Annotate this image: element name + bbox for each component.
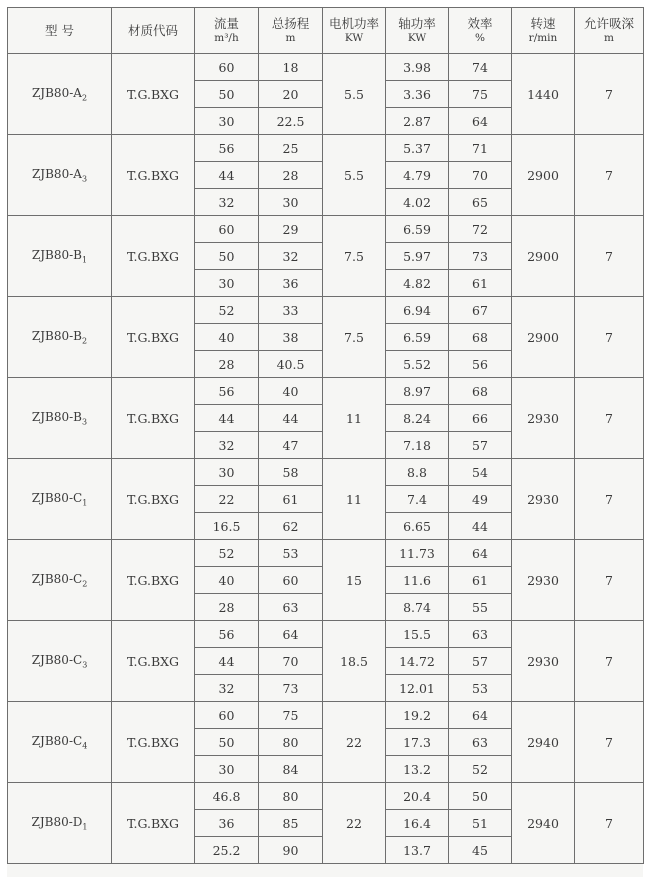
shaft-power-cell: 19.2 bbox=[386, 702, 449, 729]
efficiency-cell: 53 bbox=[449, 675, 512, 702]
speed-cell: 2930 bbox=[512, 540, 575, 621]
motor-power-cell: 5.5 bbox=[323, 54, 386, 135]
flow-cell: 30 bbox=[195, 108, 259, 135]
head-cell: 25 bbox=[259, 135, 323, 162]
suction-depth-cell: 7 bbox=[575, 621, 644, 702]
model-subscript: 2 bbox=[81, 93, 88, 103]
speed-cell: 2900 bbox=[512, 216, 575, 297]
shaft-power-cell: 13.2 bbox=[386, 756, 449, 783]
flow-cell: 28 bbox=[195, 594, 259, 621]
efficiency-cell: 72 bbox=[449, 216, 512, 243]
shaft-power-cell: 4.82 bbox=[386, 270, 449, 297]
model-cell bbox=[8, 135, 112, 216]
shaft-power-cell: 17.3 bbox=[386, 729, 449, 756]
motor-power-cell: 22 bbox=[323, 783, 386, 864]
head-cell: 75 bbox=[259, 702, 323, 729]
speed-cell: 2900 bbox=[512, 135, 575, 216]
header-model: 型 号 bbox=[8, 8, 112, 54]
flow-cell: 52 bbox=[195, 540, 259, 567]
model-subscript: 3 bbox=[81, 174, 88, 184]
efficiency-cell: 71 bbox=[449, 135, 512, 162]
shaft-power-cell: 3.98 bbox=[386, 54, 449, 81]
flow-cell: 60 bbox=[195, 54, 259, 81]
shaft-power-cell: 4.02 bbox=[386, 189, 449, 216]
model-cell bbox=[8, 783, 112, 864]
shaft-power-cell: 5.97 bbox=[386, 243, 449, 270]
flow-cell: 50 bbox=[195, 729, 259, 756]
efficiency-cell: 68 bbox=[449, 324, 512, 351]
efficiency-cell: 57 bbox=[449, 432, 512, 459]
efficiency-cell: 51 bbox=[449, 810, 512, 837]
speed-cell: 2900 bbox=[512, 297, 575, 378]
table-header bbox=[8, 8, 644, 54]
model-subscript: 3 bbox=[82, 660, 88, 670]
efficiency-cell: 55 bbox=[449, 594, 512, 621]
table-row bbox=[8, 378, 644, 405]
table-row bbox=[8, 297, 644, 324]
head-cell: 70 bbox=[259, 648, 323, 675]
motor-power-cell: 7.5 bbox=[323, 216, 386, 297]
header-shaft-power: 轴功率 KW bbox=[386, 8, 449, 54]
head-cell: 73 bbox=[259, 675, 323, 702]
head-cell: 80 bbox=[259, 729, 323, 756]
efficiency-cell: 66 bbox=[449, 405, 512, 432]
efficiency-cell: 49 bbox=[449, 486, 512, 513]
head-cell: 53 bbox=[259, 540, 323, 567]
model-subscript: 1 bbox=[82, 498, 88, 508]
material-cell: T.G.BXG bbox=[112, 702, 195, 783]
suction-depth-cell: 7 bbox=[575, 540, 644, 621]
head-cell: 80 bbox=[259, 783, 323, 810]
shaft-power-cell: 5.52 bbox=[386, 351, 449, 378]
model-subscript: 2 bbox=[82, 579, 88, 589]
shaft-power-cell: 11.73 bbox=[386, 540, 449, 567]
flow-cell: 40 bbox=[195, 567, 259, 594]
material-cell: T.G.BXG bbox=[112, 54, 195, 135]
shaft-power-cell: 13.7 bbox=[386, 837, 449, 864]
model-name: ZJB80-C bbox=[31, 571, 83, 586]
head-cell: 90 bbox=[259, 837, 323, 864]
suction-depth-cell: 7 bbox=[575, 459, 644, 540]
pump-spec-table bbox=[7, 7, 644, 864]
head-cell: 38 bbox=[259, 324, 323, 351]
head-cell: 20 bbox=[259, 81, 323, 108]
efficiency-cell: 44 bbox=[449, 513, 512, 540]
shaft-power-cell: 15.5 bbox=[386, 621, 449, 648]
shaft-power-cell: 8.8 bbox=[386, 459, 449, 486]
speed-cell: 2930 bbox=[512, 459, 575, 540]
model-cell bbox=[8, 621, 112, 702]
model-name: ZJB80-C bbox=[31, 652, 83, 667]
flow-cell: 56 bbox=[195, 378, 259, 405]
efficiency-cell: 75 bbox=[449, 81, 512, 108]
suction-depth-cell: 7 bbox=[575, 297, 644, 378]
model-subscript: 2 bbox=[82, 336, 88, 346]
material-cell: T.G.BXG bbox=[112, 459, 195, 540]
head-cell: 40.5 bbox=[259, 351, 323, 378]
model-cell bbox=[8, 216, 112, 297]
flow-cell: 25.2 bbox=[195, 837, 259, 864]
efficiency-cell: 61 bbox=[449, 270, 512, 297]
efficiency-cell: 63 bbox=[449, 729, 512, 756]
suction-depth-cell: 7 bbox=[575, 702, 644, 783]
shaft-power-cell: 20.4 bbox=[386, 783, 449, 810]
header-material: 材质代码 bbox=[112, 8, 195, 54]
model-cell bbox=[8, 459, 112, 540]
shaft-power-cell: 16.4 bbox=[386, 810, 449, 837]
table-row bbox=[8, 216, 644, 243]
model-subscript: 1 bbox=[82, 822, 88, 832]
flow-cell: 44 bbox=[195, 162, 259, 189]
suction-depth-cell: 7 bbox=[575, 54, 644, 135]
efficiency-cell: 52 bbox=[449, 756, 512, 783]
speed-cell: 2930 bbox=[512, 621, 575, 702]
model-name: ZJB80-A bbox=[31, 85, 82, 100]
efficiency-cell: 45 bbox=[449, 837, 512, 864]
shaft-power-cell: 14.72 bbox=[386, 648, 449, 675]
table-row bbox=[8, 459, 644, 486]
motor-power-cell: 11 bbox=[323, 459, 386, 540]
shaft-power-cell: 6.65 bbox=[386, 513, 449, 540]
model-name: ZJB80-B bbox=[31, 328, 82, 343]
head-cell: 30 bbox=[259, 189, 323, 216]
material-cell: T.G.BXG bbox=[112, 216, 195, 297]
speed-cell: 2940 bbox=[512, 702, 575, 783]
flow-cell: 30 bbox=[195, 270, 259, 297]
table-row bbox=[8, 540, 644, 567]
shaft-power-cell: 12.01 bbox=[386, 675, 449, 702]
efficiency-cell: 56 bbox=[449, 351, 512, 378]
header-head: 总扬程 m bbox=[259, 8, 323, 54]
flow-cell: 52 bbox=[195, 297, 259, 324]
flow-cell: 16.5 bbox=[195, 513, 259, 540]
model-name: ZJB80-C bbox=[31, 490, 83, 505]
material-cell: T.G.BXG bbox=[112, 297, 195, 378]
efficiency-cell: 63 bbox=[449, 621, 512, 648]
material-cell: T.G.BXG bbox=[112, 540, 195, 621]
speed-cell: 2940 bbox=[512, 783, 575, 864]
model-subscript: 3 bbox=[82, 417, 88, 427]
suction-depth-cell: 7 bbox=[575, 378, 644, 459]
flow-cell: 32 bbox=[195, 432, 259, 459]
shaft-power-cell: 7.18 bbox=[386, 432, 449, 459]
shaft-power-cell: 6.94 bbox=[386, 297, 449, 324]
model-subscript: 4 bbox=[82, 741, 88, 751]
model-subscript: 1 bbox=[82, 255, 88, 265]
flow-cell: 28 bbox=[195, 351, 259, 378]
motor-power-cell: 15 bbox=[323, 540, 386, 621]
shaft-power-cell: 6.59 bbox=[386, 216, 449, 243]
shaft-power-cell: 4.79 bbox=[386, 162, 449, 189]
model-name: ZJB80-A bbox=[31, 166, 82, 181]
head-cell: 60 bbox=[259, 567, 323, 594]
head-cell: 64 bbox=[259, 621, 323, 648]
head-cell: 40 bbox=[259, 378, 323, 405]
shaft-power-cell: 3.36 bbox=[386, 81, 449, 108]
shaft-power-cell: 2.87 bbox=[386, 108, 449, 135]
flow-cell: 46.8 bbox=[195, 783, 259, 810]
efficiency-cell: 64 bbox=[449, 702, 512, 729]
model-cell bbox=[8, 540, 112, 621]
flow-cell: 36 bbox=[195, 810, 259, 837]
model-name: ZJB80-C bbox=[31, 733, 83, 748]
head-cell: 62 bbox=[259, 513, 323, 540]
efficiency-cell: 73 bbox=[449, 243, 512, 270]
shaft-power-cell: 11.6 bbox=[386, 567, 449, 594]
table-body bbox=[8, 54, 644, 864]
efficiency-cell: 57 bbox=[449, 648, 512, 675]
table-row bbox=[8, 621, 644, 648]
suction-depth-cell: 7 bbox=[575, 216, 644, 297]
efficiency-cell: 70 bbox=[449, 162, 512, 189]
flow-cell: 40 bbox=[195, 324, 259, 351]
shaft-power-cell: 8.24 bbox=[386, 405, 449, 432]
flow-cell: 32 bbox=[195, 189, 259, 216]
material-cell: T.G.BXG bbox=[112, 621, 195, 702]
efficiency-cell: 54 bbox=[449, 459, 512, 486]
flow-cell: 32 bbox=[195, 675, 259, 702]
head-cell: 22.5 bbox=[259, 108, 323, 135]
speed-cell: 1440 bbox=[512, 54, 575, 135]
efficiency-cell: 64 bbox=[449, 540, 512, 567]
head-cell: 85 bbox=[259, 810, 323, 837]
suction-depth-cell: 7 bbox=[575, 783, 644, 864]
head-cell: 47 bbox=[259, 432, 323, 459]
model-name: ZJB80-B bbox=[31, 409, 82, 424]
flow-cell: 56 bbox=[195, 621, 259, 648]
speed-cell: 2930 bbox=[512, 378, 575, 459]
efficiency-cell: 64 bbox=[449, 108, 512, 135]
efficiency-cell: 68 bbox=[449, 378, 512, 405]
header-motor-power: 电机功率 KW bbox=[323, 8, 386, 54]
material-cell: T.G.BXG bbox=[112, 378, 195, 459]
shaft-power-cell: 8.74 bbox=[386, 594, 449, 621]
header-flow: 流量 m³/h bbox=[195, 8, 259, 54]
table-row bbox=[8, 135, 644, 162]
motor-power-cell: 11 bbox=[323, 378, 386, 459]
header-efficiency: 效率 % bbox=[449, 8, 512, 54]
header-speed: 转速 r/min bbox=[512, 8, 575, 54]
head-cell: 18 bbox=[259, 54, 323, 81]
material-cell: T.G.BXG bbox=[112, 783, 195, 864]
head-cell: 32 bbox=[259, 243, 323, 270]
model-cell bbox=[8, 378, 112, 459]
header-suction-depth: 允许吸深 m bbox=[575, 8, 644, 54]
flow-cell: 50 bbox=[195, 81, 259, 108]
motor-power-cell: 18.5 bbox=[323, 621, 386, 702]
motor-power-cell: 7.5 bbox=[323, 297, 386, 378]
suction-depth-cell: 7 bbox=[575, 135, 644, 216]
flow-cell: 44 bbox=[195, 648, 259, 675]
flow-cell: 50 bbox=[195, 243, 259, 270]
shaft-power-cell: 7.4 bbox=[386, 486, 449, 513]
head-cell: 84 bbox=[259, 756, 323, 783]
motor-power-cell: 22 bbox=[323, 702, 386, 783]
flow-cell: 56 bbox=[195, 135, 259, 162]
efficiency-cell: 67 bbox=[449, 297, 512, 324]
flow-cell: 22 bbox=[195, 486, 259, 513]
spec-sheet bbox=[7, 7, 643, 877]
table-row bbox=[8, 783, 644, 810]
shaft-power-cell: 6.59 bbox=[386, 324, 449, 351]
model-cell bbox=[8, 297, 112, 378]
efficiency-cell: 74 bbox=[449, 54, 512, 81]
model-name: ZJB80-B bbox=[31, 247, 82, 262]
head-cell: 61 bbox=[259, 486, 323, 513]
efficiency-cell: 50 bbox=[449, 783, 512, 810]
motor-power-cell: 5.5 bbox=[323, 135, 386, 216]
shaft-power-cell: 8.97 bbox=[386, 378, 449, 405]
head-cell: 58 bbox=[259, 459, 323, 486]
efficiency-cell: 65 bbox=[449, 189, 512, 216]
flow-cell: 60 bbox=[195, 702, 259, 729]
flow-cell: 44 bbox=[195, 405, 259, 432]
efficiency-cell: 61 bbox=[449, 567, 512, 594]
head-cell: 44 bbox=[259, 405, 323, 432]
head-cell: 36 bbox=[259, 270, 323, 297]
material-cell: T.G.BXG bbox=[112, 135, 195, 216]
head-cell: 29 bbox=[259, 216, 323, 243]
flow-cell: 60 bbox=[195, 216, 259, 243]
model-cell bbox=[8, 702, 112, 783]
table-row bbox=[8, 54, 644, 81]
model-cell bbox=[8, 54, 112, 135]
flow-cell: 30 bbox=[195, 756, 259, 783]
head-cell: 33 bbox=[259, 297, 323, 324]
head-cell: 63 bbox=[259, 594, 323, 621]
head-cell: 28 bbox=[259, 162, 323, 189]
shaft-power-cell: 5.37 bbox=[386, 135, 449, 162]
flow-cell: 30 bbox=[195, 459, 259, 486]
table-row bbox=[8, 702, 644, 729]
model-name: ZJB80-D bbox=[31, 814, 83, 829]
